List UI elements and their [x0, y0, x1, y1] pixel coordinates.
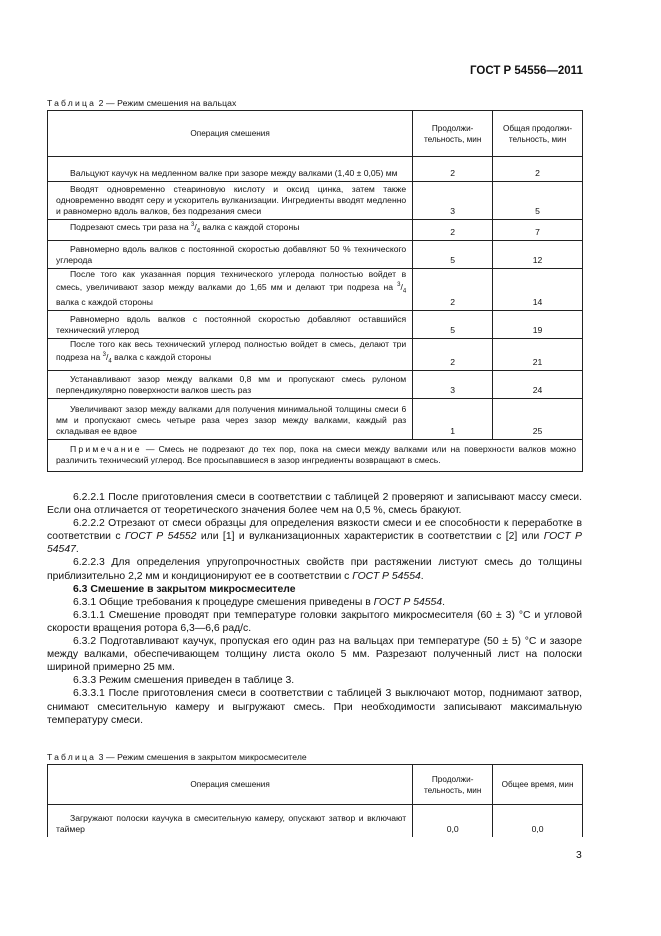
- table2: [47, 110, 583, 472]
- table3-caption-title: 3 — Режим смешения в закрытом микросмесителе: [96, 752, 307, 762]
- table2-caption: [47, 98, 236, 108]
- duration-value: 5: [413, 311, 493, 339]
- paragraph-6-2-2-1: 6.2.2.1 После приготовления смеси в соответствии с таблицей 2 проверяют и записывают массу смеси. Если она отличается от теоретического значения более чем на 0,5 %, смесь бракуют.: [47, 492, 582, 517]
- table-row: [48, 805, 583, 837]
- table3-col-duration: Продолжи-тельность, мин: [413, 765, 493, 805]
- total-value: 2: [493, 157, 583, 182]
- table-row: [48, 220, 583, 241]
- fraction-numerator: 3: [397, 281, 401, 288]
- fraction-denominator: 4: [108, 358, 112, 365]
- text-part: .: [442, 596, 445, 608]
- fraction-denominator: 4: [402, 288, 407, 295]
- text-part: .: [420, 570, 424, 582]
- total-value: 12: [493, 240, 583, 268]
- table-row: [48, 182, 583, 220]
- total-value: 25: [493, 398, 583, 439]
- duration-value: 1: [413, 398, 493, 439]
- text-part: .: [75, 544, 79, 556]
- standard-reference: ГОСТ Р 54554: [373, 596, 443, 608]
- paragraph-6-3-1: [47, 596, 582, 609]
- standard-reference: ГОСТ Р 54554: [352, 570, 421, 582]
- duration-value: 5: [413, 240, 493, 268]
- operation-text-part: валка с каждой стороны: [111, 352, 212, 363]
- operation-text-part: валка с каждой стороны: [56, 297, 153, 308]
- paragraph-6-3-3-1: 6.3.3.1 После приготовления смеси в соответствии с таблицей 3 выключают мотор, поднимают затвор, снимают смесительную камеру и выгружают смесь. При необходимости записывают максимальную температуру смеси.: [47, 688, 582, 726]
- table2-caption-word: Таблица: [47, 98, 97, 108]
- table3-caption: [47, 752, 307, 762]
- note-label: Примечание: [70, 444, 142, 455]
- total-value: 5: [493, 182, 583, 220]
- total-value: 21: [493, 339, 583, 371]
- operation-text: Устанавливают зазор между валками 0,8 мм и пропускают смесь рулоном перпендикулярно поверхности валков шесть раз: [48, 370, 413, 398]
- table-row: [48, 370, 583, 398]
- operation-text-part: Подрезают смесь три раза на: [70, 221, 191, 232]
- operation-text: Вводят одновременно стеариновую кислоту и оксид цинка, затем также одновременно вводят серу и ускоритель вулканизации. Ингредиенты вводят медленно и равномерно вдоль валков, без подрезания смеси: [48, 182, 413, 220]
- table3-col-operation: Операция смешения: [48, 765, 413, 805]
- operation-text: После того как указанная порция технического углерода полностью войдет в смесь, увеличивают зазор между валками до 1,65 мм и делают три подреза на $^3/_4$ валка с каждой стороны: [48, 268, 413, 311]
- section-heading-6-3: 6.3 Смешение в закрытом микросмесителе: [73, 583, 296, 595]
- operation-text-part: валка с каждой стороны: [200, 221, 300, 232]
- note-text: — Смесь не подрезают до тех пор, пока на смеси между валками или на поверхности валков можно различить технический углерод. Все просыпавшиеся в зазор ингредиенты возвращают в смесь.: [56, 444, 576, 466]
- page-number: 3: [576, 850, 582, 861]
- table2-note: [48, 439, 583, 471]
- text-part: 6.2.2.2 Отрезают от смеси образцы для определения вязкости смеси и ее способности к переработке в соответствии с: [47, 518, 582, 543]
- standard-reference: ГОСТ Р 54547: [47, 531, 582, 556]
- duration-value: 3: [413, 182, 493, 220]
- duration-value: 2: [413, 268, 493, 311]
- operation-text-part: После того как весь технический углерод полностью войдет в смесь, делают три подреза на: [56, 339, 407, 363]
- duration-value: 2: [413, 339, 493, 371]
- duration-value: 3: [413, 370, 493, 398]
- table-row: [48, 240, 583, 268]
- operation-text: Равномерно вдоль валков с постоянной скоростью добавляют оставшийся технический углерод: [48, 311, 413, 339]
- operation-text: Увеличивают зазор между валками для получения минимальной толщины смеси 6 мм и пропускают смесь четыре раза через зазор между валками, каждый раз складывая ее вдвое: [48, 398, 413, 439]
- fraction-numerator: 3: [190, 222, 195, 228]
- paragraph-6-2-2-3: [47, 556, 582, 582]
- body-text: [47, 491, 582, 727]
- operation-text: Равномерно вдоль валков с постоянной скоростью добавляют 50 % технического углерода: [48, 240, 413, 268]
- total-value: 19: [493, 311, 583, 339]
- table-row: [48, 268, 583, 311]
- table2-caption-title: 2 — Режим смешения на вальцах: [96, 98, 237, 108]
- text-part: 6.3.1 Общие требования к процедуре смешения приведены в: [73, 596, 374, 608]
- table-row: [48, 311, 583, 339]
- operation-text-part: После того как указанная порция технического углерода полностью войдет в смесь, увеличивают зазор между валками до 1,65 мм и делают три подреза на: [56, 268, 407, 292]
- table2-note-row: [48, 439, 583, 471]
- operation-text: Загружают полоски каучука в смесительную камеру, опускают затвор и включают таймер: [48, 805, 413, 837]
- table2-col-total: Общая продолжи-тельность, мин: [493, 111, 583, 157]
- table3-col-total: Общее время, мин: [493, 765, 583, 805]
- duration-value: 2: [413, 220, 493, 241]
- document-standard-number: ГОСТ Р 54556—2011: [470, 65, 583, 77]
- paragraph-6-3-3: 6.3.3 Режим смешения приведен в таблице 3.: [73, 675, 295, 687]
- table2-header-row: [48, 111, 583, 157]
- paragraph-6-3-1-1: 6.3.1.1 Смешение проводят при температуре головки закрытого микросмесителя (60 ± 3) °C и угловой скорости вращения ротора 6,3—6,6 рад/с.: [47, 609, 582, 634]
- text-part: 6.2.2.3 Для определения упругопрочностных свойств при растяжении листуют смесь до толщины приблизительно 2,2 мм и кондиционируют ее в соответствии с: [47, 557, 582, 582]
- total-value: 7: [493, 220, 583, 241]
- table3: [47, 764, 583, 837]
- total-value: 0,0: [493, 805, 583, 837]
- table-row: [48, 339, 583, 371]
- fraction-denominator: 4: [196, 228, 201, 235]
- total-value: 14: [493, 268, 583, 311]
- table2-col-operation: Операция смешения: [48, 111, 413, 157]
- standard-reference: ГОСТ Р 54552: [124, 531, 197, 543]
- table-row: [48, 398, 583, 439]
- operation-text: После того как весь технический углерод полностью войдет в смесь, делают три подреза на $^3/_4$ валка с каждой стороны: [48, 339, 413, 371]
- table2-col-duration: Продолжи-тельность, мин: [413, 111, 493, 157]
- operation-text: Подрезают смесь три раза на $^3/_4$ валка с каждой стороны: [48, 220, 413, 241]
- table-row: [48, 157, 583, 182]
- paragraph-6-2-2-2: [47, 517, 582, 556]
- text-part: или [1] и вулканизационных характеристик в соответствии с [2] или: [196, 531, 544, 543]
- paragraph-6-3-2: 6.3.2 Подготавливают каучук, пропуская его один раз на вальцах при температуре (50 ± 5) °C и зазоре между валками, обеспечивающем толщину листа около 5 мм. Разрезают полученный лист на полоски шириной примерно 25 мм.: [47, 636, 582, 674]
- table3-header-row: [48, 765, 583, 805]
- fraction-numerator: 3: [102, 352, 106, 359]
- table3-caption-word: Таблица: [47, 752, 97, 762]
- total-value: 24: [493, 370, 583, 398]
- operation-text: Вальцуют каучук на медленном валке при зазоре между валками (1,40 ± 0,05) мм: [48, 157, 413, 182]
- duration-value: 2: [413, 157, 493, 182]
- duration-value: 0,0: [413, 805, 493, 837]
